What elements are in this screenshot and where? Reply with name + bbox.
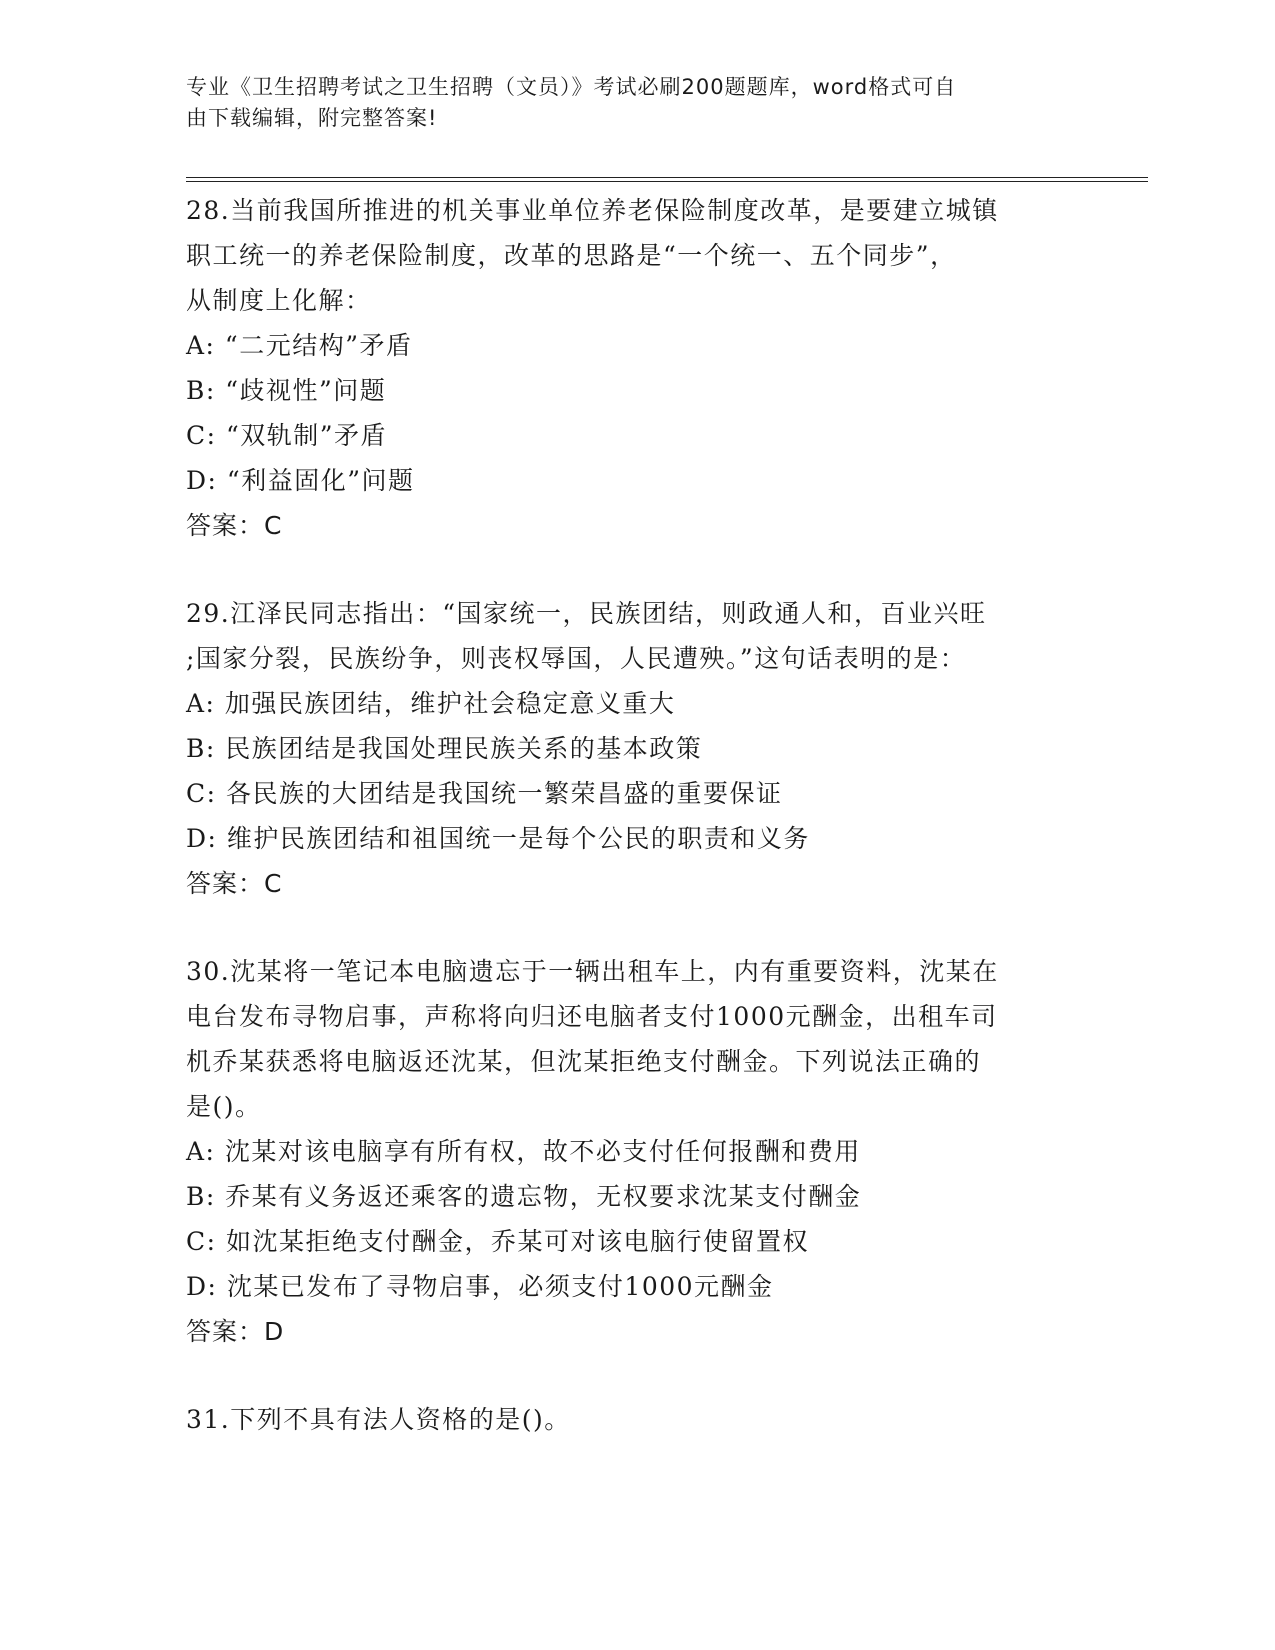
option-c: C: 如沈某拒绝支付酬金，乔某可对该电脑行使留置权 [186, 1227, 810, 1256]
question-stem-line: ;国家分裂，民族纷争，则丧权辱国，人民遭殃。”这句话表明的是： [186, 644, 967, 673]
header-divider-bottom [186, 181, 1148, 182]
question-stem-line: 机乔某获悉将电脑返还沈某，但沈某拒绝支付酬金。下列说法正确的 [186, 1047, 982, 1076]
header-line-2: 由下载编辑，附完整答案! [186, 106, 438, 130]
question-31 [186, 1397, 1086, 1442]
answer-label: 答案：C [186, 869, 283, 898]
question-list [186, 188, 1086, 1485]
option-a: A: “二元结构”矛盾 [186, 331, 413, 360]
header-divider-top [186, 177, 1148, 178]
option-d: D: 维护民族团结和祖国统一是每个公民的职责和义务 [186, 824, 810, 853]
question-30 [186, 949, 1086, 1354]
option-d: D: “利益固化”问题 [186, 466, 415, 495]
question-stem-line: 从制度上化解： [186, 286, 372, 315]
option-b: B: 民族团结是我国处理民族关系的基本政策 [186, 734, 703, 763]
question-28 [186, 188, 1086, 548]
question-stem-line: 30.沈某将一笔记本电脑遗忘于一辆出租车上，内有重要资料，沈某在 [186, 957, 999, 986]
question-29 [186, 591, 1086, 906]
option-c: C: “双轨制”矛盾 [186, 421, 388, 450]
question-stem-line: 电台发布寻物启事，声称将向归还电脑者支付1000元酬金，出租车司 [186, 1002, 998, 1031]
answer-label: 答案：D [186, 1317, 285, 1346]
question-stem-line: 28.当前我国所推进的机关事业单位养老保险制度改革，是要建立城镇 [186, 196, 999, 225]
option-a: A: 加强民族团结，维护社会稳定意义重大 [186, 689, 676, 718]
option-c: C: 各民族的大团结是我国统一繁荣昌盛的重要保证 [186, 779, 783, 808]
option-b: B: 乔某有义务返还乘客的遗忘物，无权要求沈某支付酬金 [186, 1182, 862, 1211]
document-header [186, 72, 1066, 134]
option-b: B: “歧视性”问题 [186, 376, 387, 405]
question-stem-line: 31.下列不具有法人资格的是()。 [186, 1405, 571, 1434]
question-stem-line: 是()。 [186, 1092, 262, 1121]
answer-label: 答案：C [186, 511, 283, 540]
option-d: D: 沈某已发布了寻物启事，必须支付1000元酬金 [186, 1272, 774, 1301]
question-stem-line: 29.江泽民同志指出：“国家统一，民族团结，则政通人和，百业兴旺 [186, 599, 987, 628]
option-a: A: 沈某对该电脑享有所有权，故不必支付任何报酬和费用 [186, 1137, 861, 1166]
header-line-1: 专业《卫生招聘考试之卫生招聘（文员）》考试必刷200题题库，word格式可自 [186, 75, 957, 99]
question-stem-line: 职工统一的养老保险制度，改革的思路是“一个统一、五个同步”， [186, 241, 957, 270]
